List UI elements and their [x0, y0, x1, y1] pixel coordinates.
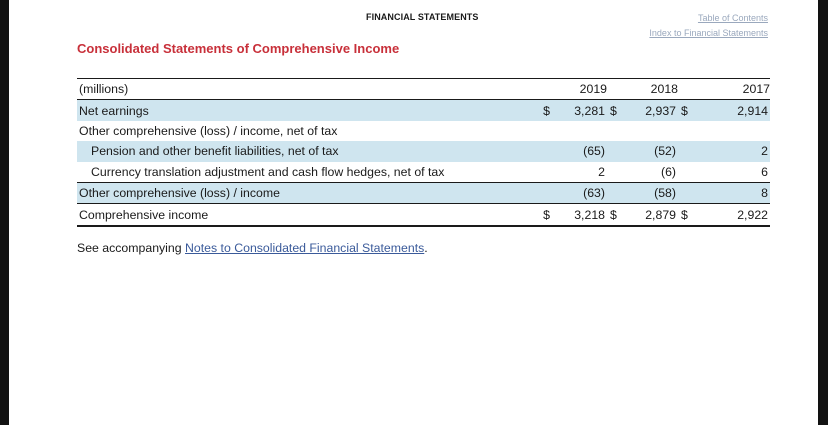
currency-symbol: $: [607, 100, 627, 121]
currency-symbol: $: [526, 100, 556, 121]
table-row-net-earnings: [77, 100, 770, 121]
currency-symbol: $: [678, 100, 695, 121]
row-label: Comprehensive income: [77, 204, 526, 226]
row-label: Other comprehensive (loss) / income, net of tax: [79, 123, 338, 138]
currency-symbol: $: [526, 204, 556, 226]
left-frame-bar: [0, 0, 9, 425]
footnote-prefix: See accompanying: [77, 241, 186, 255]
comprehensive-income-table: [77, 78, 770, 227]
value-2018: 2,879: [627, 204, 678, 226]
value-2017: 2,922: [695, 204, 770, 226]
row-label: Currency translation adjustment and cash flow hedges, net of tax: [91, 164, 445, 179]
table-row-comprehensive-income: [77, 204, 770, 226]
table-header-row: [77, 79, 770, 100]
year-2017-header: 2017: [695, 79, 770, 100]
value-2018: 2,937: [627, 100, 678, 121]
value-2019: 3,281: [556, 100, 607, 121]
year-2018-header: 2018: [627, 79, 678, 100]
footnote-suffix: .: [424, 241, 428, 255]
value-2017: 2,914: [695, 100, 770, 121]
value-2017: 8: [695, 182, 770, 203]
value-2018: (52): [627, 141, 678, 161]
footnote: [77, 241, 428, 255]
unit-label: (millions): [77, 79, 526, 100]
notes-to-financial-statements-link[interactable]: Notes to Consolidated Financial Statements: [185, 241, 425, 255]
row-label: Pension and other benefit liabilities, net of tax: [77, 141, 526, 161]
value-2019: 3,218: [556, 204, 607, 226]
value-2019: 2: [556, 162, 607, 183]
section-header: FINANCIAL STATEMENTS: [366, 12, 479, 22]
value-2017: 6: [695, 162, 770, 183]
index-to-financial-statements-link[interactable]: Index to Financial Statements: [649, 28, 768, 38]
value-2019: (65): [556, 141, 607, 161]
table-row-oci-heading: [77, 121, 770, 141]
value-2019: (63): [556, 182, 607, 203]
right-frame-bar: [818, 0, 828, 425]
row-label: Net earnings: [77, 100, 526, 121]
statement-title: Consolidated Statements of Comprehensive Income: [77, 41, 400, 56]
currency-symbol: $: [678, 204, 695, 226]
currency-symbol: $: [607, 204, 627, 226]
value-2018: (58): [627, 182, 678, 203]
table-row-currency-translation: [77, 162, 770, 183]
table-row-oci-total: [77, 182, 770, 203]
table-row-pension: [77, 141, 770, 161]
table-of-contents-link[interactable]: Table of Contents: [697, 13, 768, 23]
year-2019-header: 2019: [556, 79, 607, 100]
value-2018: (6): [627, 162, 678, 183]
value-2017: 2: [695, 141, 770, 161]
row-label: Other comprehensive (loss) / income: [77, 182, 526, 203]
